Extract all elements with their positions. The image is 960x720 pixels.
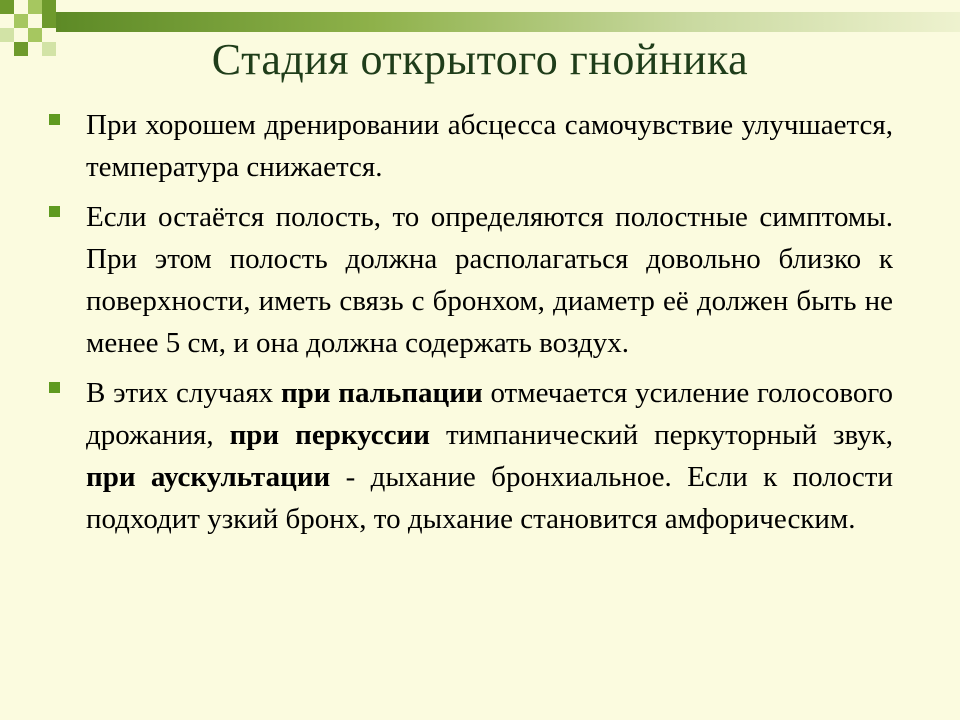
bullet-text-bold-segment: при пальпации	[280, 377, 483, 409]
bullet-text-segment: отмечается усиление голосового дрожания,	[86, 377, 894, 451]
corner-square-decoration	[28, 0, 42, 14]
corner-square-decoration	[42, 0, 56, 14]
corner-square-decoration	[0, 0, 14, 14]
bullet-item	[48, 372, 893, 540]
bullet-item	[48, 196, 893, 364]
header-decoration-bar	[56, 12, 960, 32]
bullet-text	[86, 104, 893, 188]
bullet-text-segment: - дыхание бронхиальное. Если к полости подходит узкий бронх, то дыхание становится амфорическим.	[86, 461, 893, 535]
bullet-text-segment: В этих случаях	[86, 377, 281, 409]
slide-title: Стадия открытого гнойника	[211, 35, 749, 84]
bullet-text-bold-segment: при аускультации	[86, 461, 331, 493]
bullet-text-bold-segment: при перкуссии	[229, 419, 430, 451]
bullet-square-icon	[49, 382, 60, 393]
bullet-text	[86, 196, 893, 364]
bullet-text-segment: При хорошем дренировании абсцесса самочувствие улучшается, температура снижается.	[86, 109, 893, 183]
bullet-square-icon	[49, 206, 60, 217]
bullet-text-segment: Если остаётся полость, то определяются полостные симптомы. При этом полость должна располагаться довольно близко к поверхности, иметь связь с бронхом, диаметр её должен быть не менее 5 см, и она должна содержать воздух.	[86, 201, 893, 359]
bullet-list	[48, 104, 893, 548]
bullet-text-segment: тимпанический перкуторный звук,	[429, 419, 893, 451]
bullet-square-icon	[49, 114, 60, 125]
bullet-item	[48, 104, 893, 188]
corner-square-decoration	[14, 14, 28, 28]
corner-square-decoration	[42, 14, 56, 28]
bullet-text	[86, 372, 893, 540]
